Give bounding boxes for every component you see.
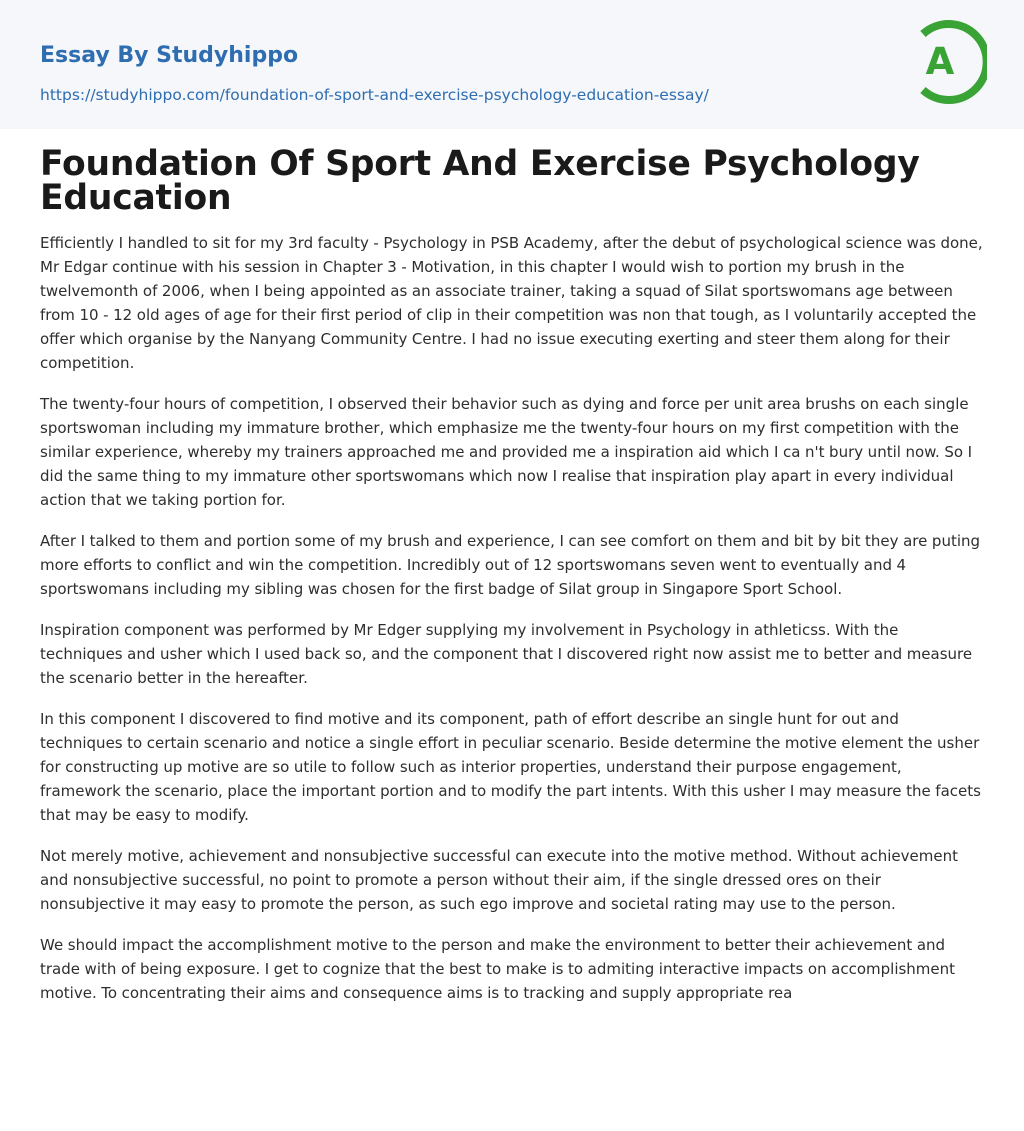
essay-paragraph-4: Inspiration component was performed by Mr Edger supplying my involvement in Psychology in athleticss. With the techniques and usher which I used back so, and the component that I discovered right now assist me to better and measure the scenario better in the hereafter. [40,621,973,687]
site-header [0,0,1024,129]
logo-ring-icon [909,18,987,106]
logo-letter: A [925,40,955,83]
essay-paragraph-2: The twenty-four hours of competition, I observed their behavior such as dying and force per unit area brushs on each single sportswoman including my immature brother, which emphasize me the twenty-four hours on my first competition with the similar experience, whereby my trainers approached me and provided me a inspiration aid which I ca n't bury until now. So I did the same thing to my immature other sportswomans which now I realise that inspiration play apart in every individual action that we taking portion for. [40,395,973,509]
essay-paragraph-3: After I talked to them and portion some of my brush and experience, I can see comfort on them and bit by bit they are puting more efforts to conflict and win the competition. Incredibly out of 12 sportswomans seven went to eventually and 4 sportswomans including my sibling was chosen for the first badge of Silat group in Singapore Sport School. [40,532,981,598]
essay-paragraph-5: In this component I discovered to find motive and its component, path of effort describe an single hunt for out and techniques to certain scenario and notice a single effort in peculiar scenario. Beside determine the motive element the usher for constructing up motive are so utile to follow such as interior properties, understand their purpose engagement, framework the scenario, place the important portion and to modify the part intents. With this usher I may measure the facets that may be easy to modify. [40,710,981,824]
essay-paragraph-6: Not merely motive, achievement and nonsubjective successful can execute into the motive method. Without achievement and nonsubjective successful, no point to promote a person without their aim, if the single dressed ores on their nonsubjective it may easy to promote the person, as such ego improve and societal rating may use to the person. [40,847,958,913]
essay-paragraph-1: Efficiently I handled to sit for my 3rd faculty - Psychology in PSB Academy, after the debut of psychological science was done, Mr Edgar continue with his session in Chapter 3 - Motivation, in this chapter I would wish to portion my brush in the twelvemonth of 2006, when I being appointed as an associate trainer, taking a squad of Silat sportswomans age between from 10 - 12 old ages of age for their first period of clip in their competition was non that tough, as I voluntarily accepted the offer which organise by the Nanyang Community Centre. I had no issue executing exerting and steer them along for their competition. [40,234,983,372]
site-name[interactable]: Essay By Studyhippo [40,43,299,68]
essay-title: Foundation Of Sport And Exercise Psychology Education [40,144,920,218]
essay-paragraph-7: We should impact the accomplishment motive to the person and make the environment to better their achievement and trade with of being exposure. I get to cognize that the best to make is to admiting interactive impacts on accomplishment motive. To concentrating their aims and consequence aims is to tracking and supply appropriate rea [40,936,956,1002]
studyhippo-logo[interactable] [909,18,987,106]
essay-url-link[interactable]: https://studyhippo.com/foundation-of-sport-and-exercise-psychology-education-essay/ [40,86,709,104]
essay-content [0,144,1024,1005]
